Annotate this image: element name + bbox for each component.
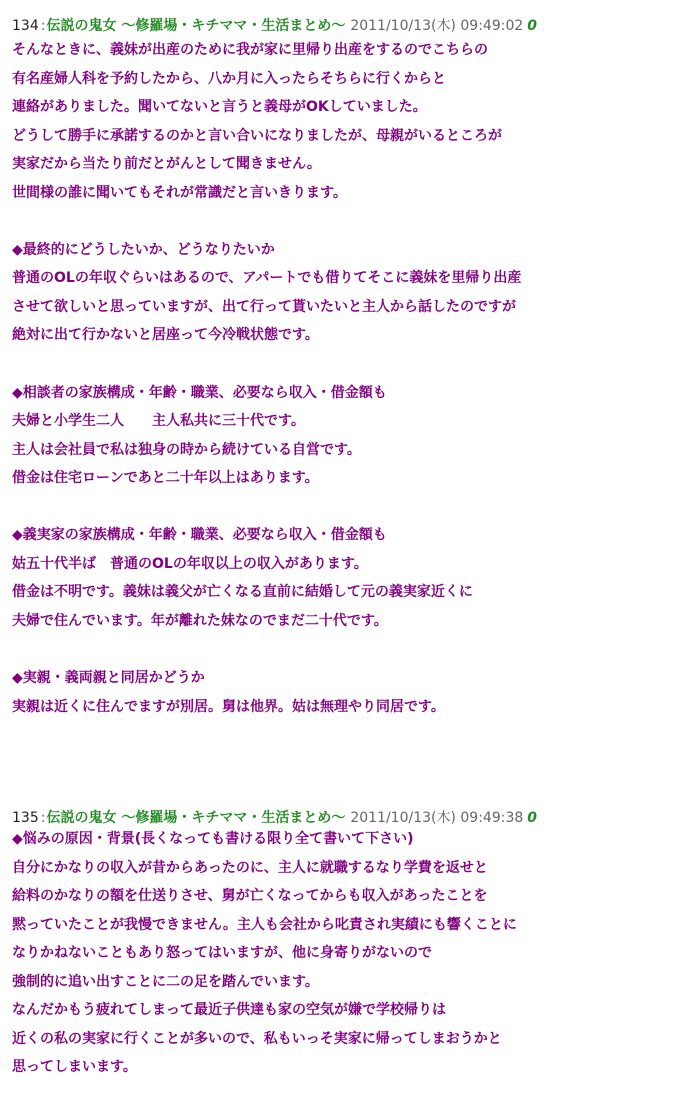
post-separator: : bbox=[40, 810, 46, 826]
post-body-line: 有名産婦人科を予約したから、八か月に入ったらそちらに行くからと bbox=[12, 70, 446, 87]
post-body-line: ◆最終的にどうしたいか、どうなりたいか bbox=[12, 241, 275, 258]
post-body-line: なりかねないこともあり怒ってはいますが、他に身寄りがないので bbox=[12, 945, 432, 962]
post-body-line: 給料のかなりの額を仕送りさせ、舅が亡くなってからも収入があったことを bbox=[12, 888, 488, 905]
post-body-line: なんだかもう疲れてしまって最近子供達も家の空気が嫌で学校帰りは bbox=[12, 1002, 446, 1019]
post-body-line: ◆義実家の家族構成・年齢・職業、必要なら収入・借金額も bbox=[12, 527, 387, 544]
post-number: 134 bbox=[12, 18, 39, 34]
post-header bbox=[12, 16, 692, 36]
post-body-line: 姑五十代半ば 普通のOLの年収以上の収入があります。 bbox=[12, 555, 368, 572]
post-body-line: 連絡がありました。聞いてないと言うと義母がOKしていました。 bbox=[12, 99, 427, 116]
poster-name-link[interactable]: 伝説の鬼女 〜修羅場・キチママ・生活まとめ〜 bbox=[46, 18, 346, 34]
post-body-line: ◆悩みの原因・背景(長くなっても書ける限り全て書いて下さい) bbox=[12, 831, 414, 847]
post-body-line: 黙っていたことが我慢できません。主人も会社から叱責され実績にも響くことに bbox=[12, 916, 517, 933]
post-body-line: 近くの私の実家に行くことが多いので、私もいっそ実家に帰ってしまおうかと bbox=[12, 1030, 502, 1047]
post-body-line: 自分にかなりの収入が昔からあったのに、主人に就職するなり学費を返せと bbox=[12, 859, 488, 876]
post-body-line: 借金は住宅ローンであと二十年以上はあります。 bbox=[12, 470, 319, 487]
post-id: 0 bbox=[527, 810, 538, 826]
post-body-line: 夫婦と小学生二人 主人私共に三十代です。 bbox=[12, 413, 305, 430]
post-body-line: させて欲しいと思っていますが、出て行って貰いたいと主人から話したのですが bbox=[12, 298, 516, 315]
post-body-line: 思ってしまいます。 bbox=[12, 1059, 137, 1076]
post-body-line: 強制的に追い出すことに二の足を踏んでいます。 bbox=[12, 973, 319, 990]
post-body-line: ◆実親・義両親と同居かどうか bbox=[12, 670, 205, 687]
post-body-line: 世間様の誰に聞いてもそれが常識だと言いきります。 bbox=[12, 184, 347, 201]
post-body-line: 実家だから当たり前だとがんとして聞きません。 bbox=[12, 156, 321, 173]
post-body bbox=[12, 825, 692, 1082]
post-body-line bbox=[12, 635, 692, 664]
post-body-line: ◆相談者の家族構成・年齢・職業、必要なら収入・借金額も bbox=[12, 384, 387, 401]
post-body-line: 絶対に出て行かないと居座って今冷戦状態です。 bbox=[12, 327, 319, 344]
post-date: 2011/10/13(木) 09:49:38 bbox=[350, 810, 524, 826]
post-id: 0 bbox=[527, 18, 538, 34]
post-134 bbox=[12, 16, 692, 721]
post-body-line bbox=[12, 207, 692, 236]
post-body-line bbox=[12, 493, 692, 522]
post-body-line: そんなときに、義妹が出産のために我が家に里帰り出産をするのでこちらの bbox=[12, 42, 488, 58]
post-body-line bbox=[12, 350, 692, 379]
post-body-line: 夫婦で住んでいます。年が離れた妹なのでまだ二十代です。 bbox=[12, 612, 388, 629]
post-body-line: 実親は近くに住んでますが別居。舅は他界。姑は無理やり同居です。 bbox=[12, 698, 445, 715]
post-body-line: 主人は会社員で私は独身の時から続けている自営です。 bbox=[12, 441, 361, 458]
post-number: 135 bbox=[12, 810, 39, 826]
post-body-line: 普通のOLの年収ぐらいはあるので、アパートでも借りてそこに義妹を里帰り出産 bbox=[12, 270, 522, 287]
post-separator: : bbox=[40, 18, 46, 34]
post-body-line: どうして勝手に承諾するのかと言い合いになりましたが、母親がいるところが bbox=[12, 127, 502, 144]
poster-name-link[interactable]: 伝説の鬼女 〜修羅場・キチママ・生活まとめ〜 bbox=[46, 810, 346, 826]
post-date: 2011/10/13(木) 09:49:02 bbox=[350, 18, 524, 34]
post-135 bbox=[12, 808, 692, 1082]
post-body-line: 借金は不明です。義妹は義父が亡くなる直前に結婚して元の義実家近くに bbox=[12, 584, 473, 601]
post-body bbox=[12, 36, 692, 721]
